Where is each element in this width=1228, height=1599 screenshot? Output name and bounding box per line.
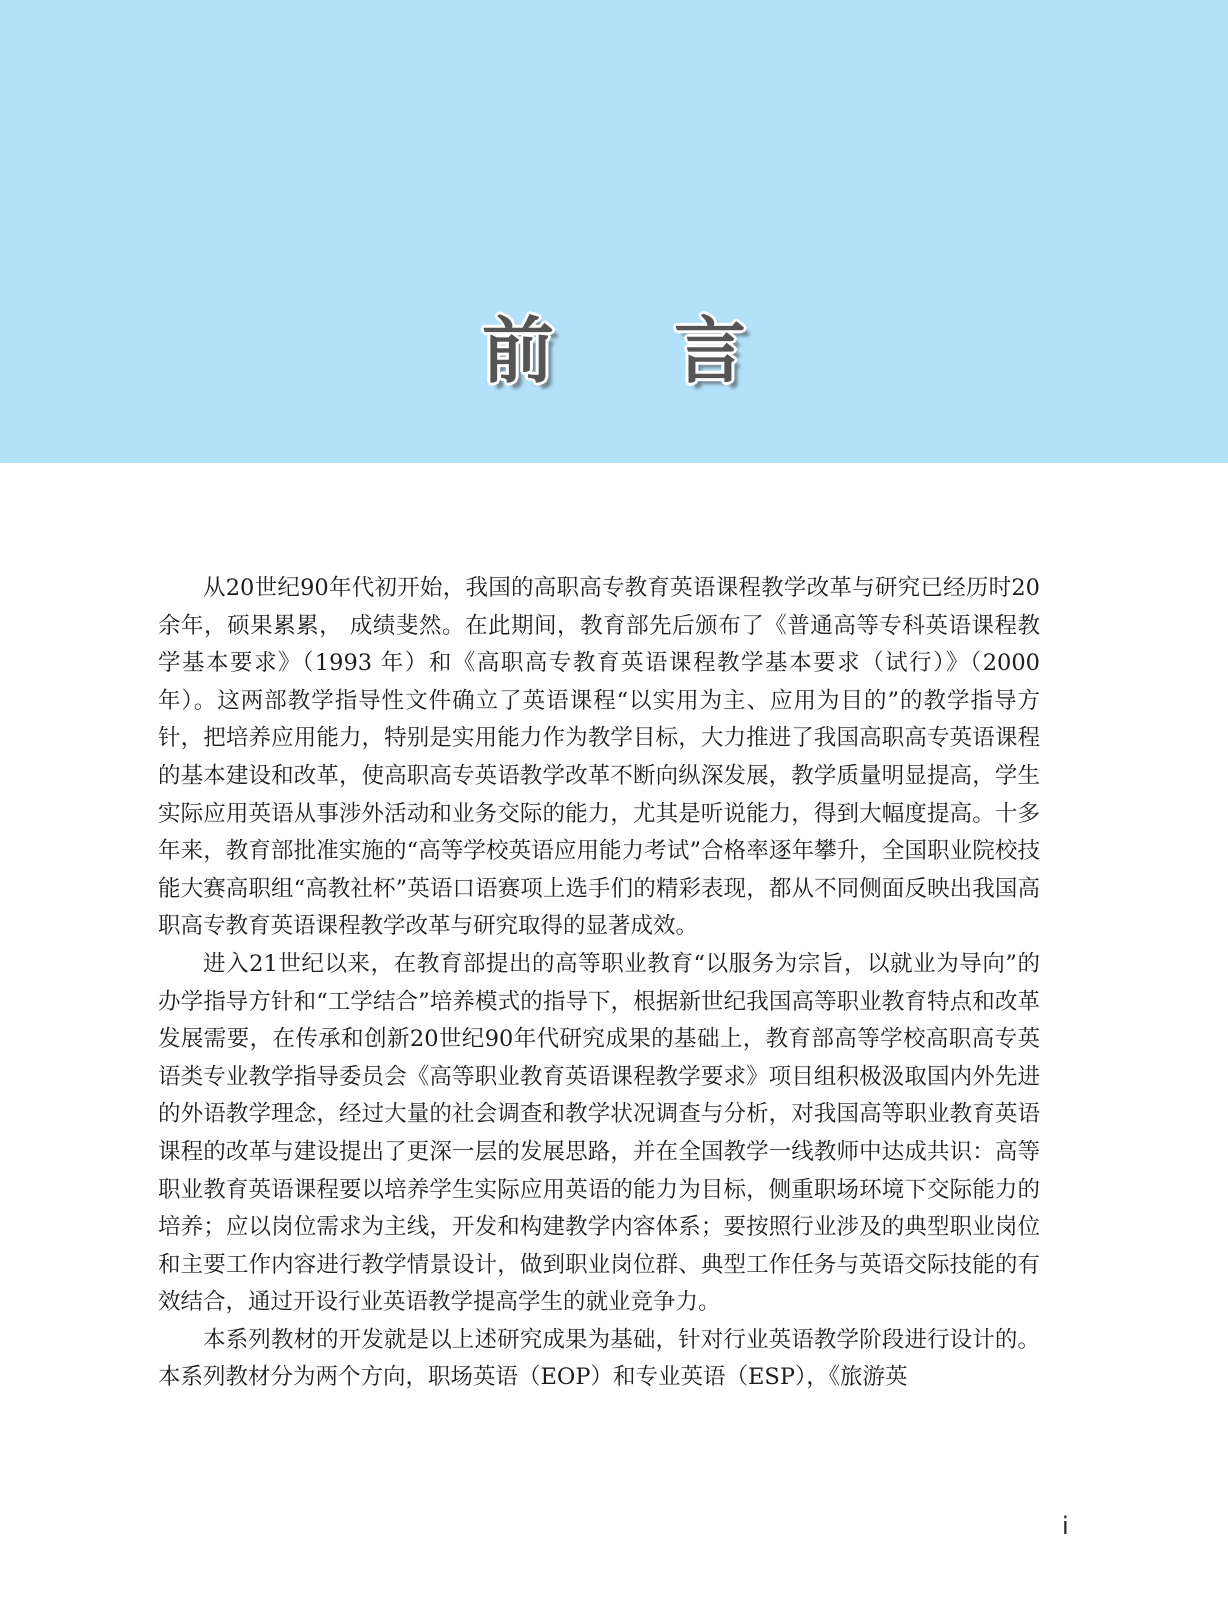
paragraph: 从20世纪90年代初开始，我国的高职高专教育英语课程教学改革与研究已经历时20余年，硕果累累， 成绩斐然。在此期间，教育部先后颁布了《普通高等专科英语课程教学基本要求》（1993 年）和《高职高专教育英语课程教学基本要求（试行）》（2000 年）。这两部教学指导性文件确立了英语课程“以实用为主、应用为目的”的教学指导方针，把培养应用能力，特别是实用能力作为教学目标，大力推进了我国高职高专英语课程的基本建设和改革，使高职高专英语教学改革不断向纵深发展，教学质量明显提高，学生实际应用英语从事涉外活动和业务交际的能力，尤其是听说能力，得到大幅度提高。十多年来，教育部批准实施的“高等学校英语应用能力考试”合格率逐年攀升，全国职业院校技能大赛高职组“高教社杯”英语口语赛项上选手们的精彩表现，都从不同侧面反映出我国高职高专教育英语课程教学改革与研究取得的显著成效。 — [158, 575, 1040, 940]
paragraph: 本系列教材的开发就是以上述研究成果为基础，针对行业英语教学阶段进行设计的。 本系列教材分为两个方向，职场英语（EOP）和专业英语（ESP），《旅游英 — [158, 1326, 1040, 1391]
preface-body — [158, 570, 1040, 1397]
title-char-2: 言 — [674, 309, 747, 393]
page-number: i — [1062, 1512, 1069, 1540]
header-band — [0, 0, 1228, 463]
title-char-1: 前 — [481, 309, 554, 393]
paragraph: 进入21世纪以来，在教育部提出的高等职业教育“以服务为宗旨，以就业为导向”的办学指导方针和“工学结合”培养模式的指导下，根据新世纪我国高等职业教育特点和改革发展需要，在传承和创新20世纪90年代研究成果的基础上，教育部高等学校高职高专英语类专业教学指导委员会《高等职业教育英语课程教学要求》项目组积极汲取国内外先进的外语教学理念，经过大量的社会调查和教学状况调查与分析，对我国高等职业教育英语课程的改革与建设提出了更深一层的发展思路，并在全国教学一线教师中达成共识：高等职业教育英语课程要以培养学生实际应用英语的能力为目标，侧重职场环境下交际能力的培养；应以岗位需求为主线，开发和构建教学内容体系；要按照行业涉及的典型职业岗位和主要工作内容进行教学情景设计，做到职业岗位群、典型工作任务与英语交际技能的有效结合，通过开设行业英语教学提高学生的就业竞争力。 — [158, 950, 1040, 1316]
page-title — [0, 306, 1228, 396]
